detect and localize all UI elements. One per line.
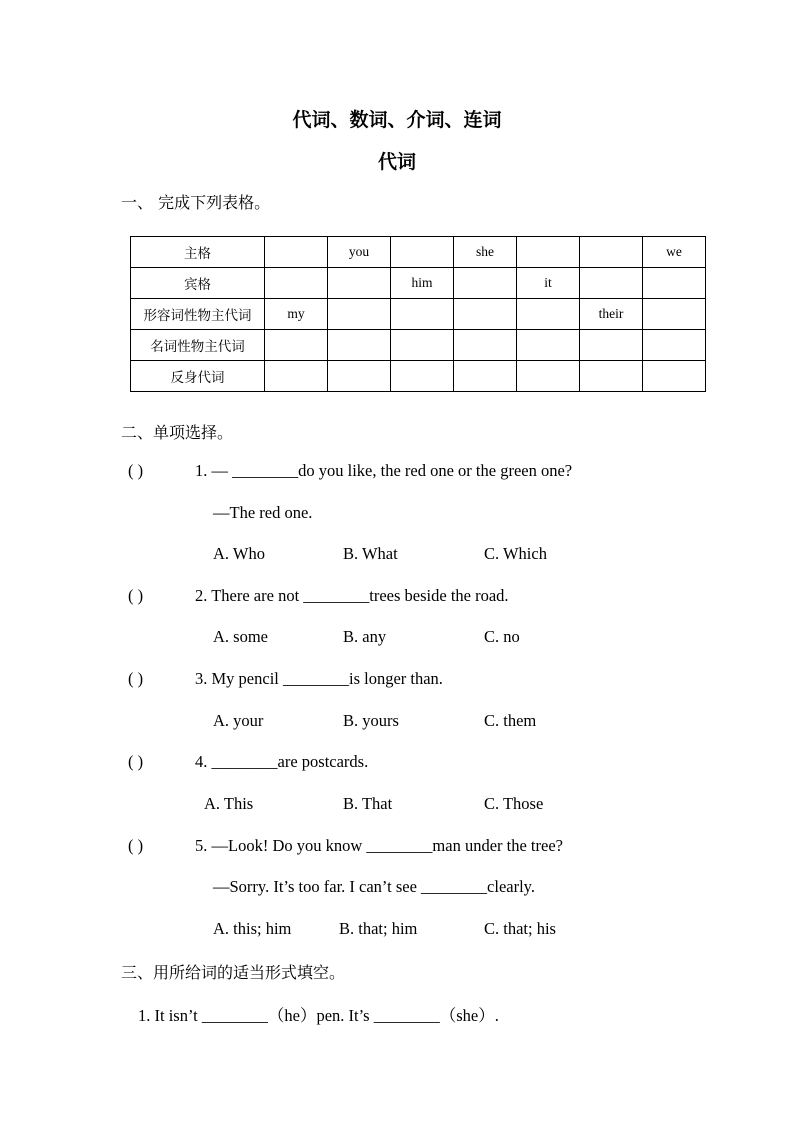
option-a: A. This <box>204 794 254 813</box>
answer-bracket[interactable]: ( ) <box>128 836 144 855</box>
option-a: A. your <box>213 711 264 730</box>
table-cell[interactable] <box>328 330 391 361</box>
question-2-stem: 2. There are not ________trees beside the road. <box>195 586 509 605</box>
table-cell[interactable] <box>580 330 643 361</box>
row-label: 反身代词 <box>131 361 265 392</box>
table-cell[interactable] <box>517 237 580 268</box>
table-cell: my <box>265 299 328 330</box>
option-c: C. them <box>484 711 537 730</box>
section-3-heading: 三、用所给词的适当形式填空。 <box>121 963 346 982</box>
table-cell[interactable] <box>328 299 391 330</box>
table-row <box>131 330 706 361</box>
question-1-stem: 1. — ________do you like, the red one or the green one? <box>195 461 573 480</box>
page-subtitle: 代词 <box>377 152 416 173</box>
table-row <box>131 361 706 392</box>
table-cell[interactable] <box>517 299 580 330</box>
table-cell[interactable] <box>454 361 517 392</box>
option-b: B. any <box>343 627 387 646</box>
question-1-stem2: —The red one. <box>213 503 313 522</box>
section-2-heading: 二、单项选择。 <box>121 423 234 442</box>
table-cell[interactable] <box>265 330 328 361</box>
answer-bracket[interactable]: ( ) <box>128 752 144 771</box>
option-b: B. That <box>343 794 393 813</box>
table-cell[interactable] <box>391 237 454 268</box>
pronoun-table <box>130 236 706 392</box>
table-cell[interactable] <box>391 361 454 392</box>
section-1-heading: 一、 完成下列表格。 <box>121 193 271 212</box>
table-cell: their <box>580 299 643 330</box>
table-cell[interactable] <box>454 299 517 330</box>
question-3-stem: 3. My pencil ________is longer than. <box>195 669 443 688</box>
table-cell[interactable] <box>580 361 643 392</box>
answer-bracket[interactable]: ( ) <box>128 586 144 605</box>
table-cell[interactable] <box>328 361 391 392</box>
option-c: C. Those <box>484 794 544 813</box>
option-c: C. no <box>484 627 520 646</box>
table-row <box>131 268 706 299</box>
row-label: 宾格 <box>131 268 265 299</box>
table-cell[interactable] <box>328 268 391 299</box>
table-cell[interactable] <box>643 299 706 330</box>
row-label: 主格 <box>131 237 265 268</box>
page-title: 代词、数词、介词、连词 <box>292 110 502 131</box>
question-4-stem: 4. ________are postcards. <box>195 752 369 771</box>
table-cell: we <box>643 237 706 268</box>
option-a: A. this; him <box>213 919 292 938</box>
table-cell[interactable] <box>391 299 454 330</box>
table-cell[interactable] <box>517 330 580 361</box>
option-a: A. Who <box>213 544 265 563</box>
option-c: C. Which <box>484 544 547 563</box>
option-c: C. that; his <box>484 919 556 938</box>
table-cell[interactable] <box>391 330 454 361</box>
table-cell: him <box>391 268 454 299</box>
question-5-stem2: —Sorry. It’s too far. I can’t see ________clearly. <box>213 877 535 896</box>
option-b: B. What <box>343 544 398 563</box>
row-label: 名词性物主代词 <box>131 330 265 361</box>
fill-item-1: 1. It isn’t ________（he）pen. It’s ________（she）. <box>138 1006 499 1025</box>
table-cell[interactable] <box>580 268 643 299</box>
table-row <box>131 237 706 268</box>
table-cell[interactable] <box>517 361 580 392</box>
option-a: A. some <box>213 627 268 646</box>
table-cell: she <box>454 237 517 268</box>
table-cell: you <box>328 237 391 268</box>
table-cell[interactable] <box>643 361 706 392</box>
table-cell[interactable] <box>454 330 517 361</box>
row-label: 形容词性物主代词 <box>131 299 265 330</box>
table-cell[interactable] <box>580 237 643 268</box>
table-cell[interactable] <box>265 237 328 268</box>
table-cell: it <box>517 268 580 299</box>
table-cell[interactable] <box>643 330 706 361</box>
table-row <box>131 299 706 330</box>
table-cell[interactable] <box>454 268 517 299</box>
question-5-stem: 5. —Look! Do you know ________man under the tree? <box>195 836 563 855</box>
answer-bracket[interactable]: ( ) <box>128 669 144 688</box>
option-b: B. that; him <box>339 919 418 938</box>
table-cell[interactable] <box>265 361 328 392</box>
table-cell[interactable] <box>643 268 706 299</box>
answer-bracket[interactable]: ( ) <box>128 461 144 480</box>
table-cell[interactable] <box>265 268 328 299</box>
option-b: B. yours <box>343 711 399 730</box>
